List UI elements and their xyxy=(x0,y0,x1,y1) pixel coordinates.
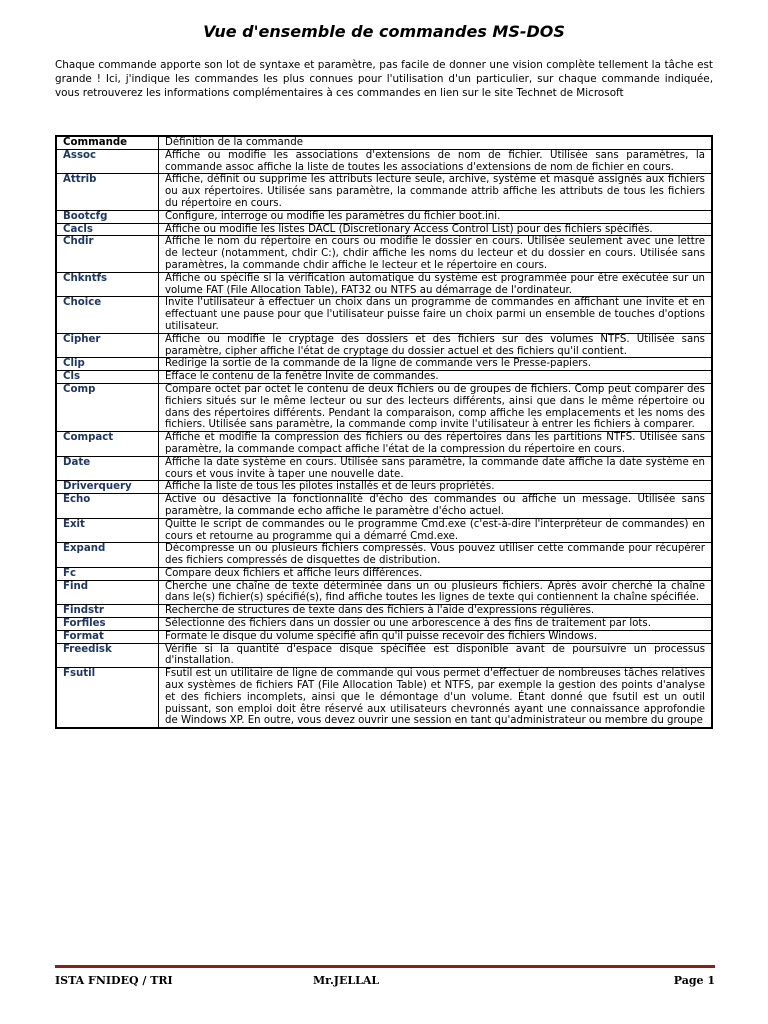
command-definition: Configure, interroge ou modifie les paramètres du fichier boot.ini. xyxy=(159,210,713,223)
table-row xyxy=(56,543,712,568)
table-header-row xyxy=(56,136,712,149)
command-name: Echo xyxy=(56,494,159,519)
command-definition: Redirige la sortie de la commande de la ligne de commande vers le Presse-papiers. xyxy=(159,358,713,371)
footer-institution: ISTA FNIDEQ / TRI xyxy=(55,974,173,987)
command-name: Chkntfs xyxy=(56,272,159,297)
command-definition: Affiche la date système en cours. Utilisée sans paramètre, la commande date affiche la date système en cours et vous invite à taper une nouvelle date. xyxy=(159,456,713,481)
table-row xyxy=(56,518,712,543)
table-row xyxy=(56,432,712,457)
command-definition: Invite l'utilisateur à effectuer un choix dans un programme de commandes en affichant une invite et en effectuant une pause pour que l'utilisateur puisse faire un choix parmi un ensemble de touches d'options utilisateur. xyxy=(159,297,713,333)
command-name: Clip xyxy=(56,358,159,371)
command-definition: Compare octet par octet le contenu de deux fichiers ou de groupes de fichiers. Comp peut comparer des fichiers situés sur le même lecteur ou sur des lecteurs différents, ainsi que dans le même répertoire ou dans des répertoires différents. Pendant la comparaison, comp affiche les emplacements et les noms des fichiers. Utilisée sans paramètre, la commande comp invite l'utilisateur à entrer les fichiers à comparer. xyxy=(159,383,713,431)
command-name: Find xyxy=(56,580,159,605)
table-row xyxy=(56,358,712,371)
command-definition: Recherche de structures de texte dans des fichiers à l'aide d'expressions régulières. xyxy=(159,605,713,618)
footer-rule xyxy=(55,965,715,968)
command-definition: Affiche la liste de tous les pilotes installés et de leurs propriétés. xyxy=(159,481,713,494)
command-definition: Affiche le nom du répertoire en cours ou modifie le dossier en cours. Utilisée seulement avec une lettre de lecteur (notamment, chdir C:), chdir affiche les noms du lecteur et du dossier en cours. Utilisée sans paramètres, la commande chdir affiche le lecteur et le répertoire en cours. xyxy=(159,236,713,272)
command-name: Chdir xyxy=(56,236,159,272)
table-row xyxy=(56,605,712,618)
command-definition: Formate le disque du volume spécifié afin qu'il puisse recevoir des fichiers Windows. xyxy=(159,630,713,643)
command-name: Cacls xyxy=(56,223,159,236)
table-row xyxy=(56,580,712,605)
command-name: Findstr xyxy=(56,605,159,618)
command-name: Attrib xyxy=(56,174,159,210)
commands-table xyxy=(55,135,713,729)
command-definition: Compare deux fichiers et affiche leurs différences. xyxy=(159,567,713,580)
command-name: Forfiles xyxy=(56,618,159,631)
command-definition: Affiche ou modifie les listes DACL (Discretionary Access Control List) pour des fichiers spécifiés. xyxy=(159,223,713,236)
command-name: Format xyxy=(56,630,159,643)
command-name: Expand xyxy=(56,543,159,568)
table-row xyxy=(56,383,712,431)
command-definition: Vérifie si la quantité d'espace disque spécifiée est disponible avant de poursuivre un processus d'installation. xyxy=(159,643,713,668)
command-name: Freedisk xyxy=(56,643,159,668)
table-row xyxy=(56,210,712,223)
command-name: Fsutil xyxy=(56,668,159,728)
command-definition: Active ou désactive la fonctionnalité d'écho des commandes ou affiche un message. Utilisée sans paramètre, la commande echo affiche le paramètre d'écho actuel. xyxy=(159,494,713,519)
table-row xyxy=(56,618,712,631)
command-name: Date xyxy=(56,456,159,481)
command-name: Exit xyxy=(56,518,159,543)
header-command: Commande xyxy=(56,136,159,149)
table-row xyxy=(56,149,712,174)
command-name: Cls xyxy=(56,371,159,384)
command-definition: Affiche et modifie la compression des fichiers ou des répertoires dans les partitions NTFS. Utilisée sans paramètre, la commande compact affiche l'état de la compression du répertoire en cours. xyxy=(159,432,713,457)
command-name: Compact xyxy=(56,432,159,457)
page-title: Vue d'ensemble de commandes MS-DOS xyxy=(203,22,565,41)
table-row xyxy=(56,236,712,272)
table-row xyxy=(56,567,712,580)
table-row xyxy=(56,333,712,358)
table-row xyxy=(56,371,712,384)
command-name: Bootcfg xyxy=(56,210,159,223)
footer-author: Mr.JELLAL xyxy=(313,974,380,987)
command-definition: Affiche ou modifie les associations d'extensions de nom de fichier. Utilisée sans paramètres, la commande assoc affiche la liste de toutes les associations d'extensions de nom de fichier en cours. xyxy=(159,149,713,174)
header-definition: Définition de la commande xyxy=(159,136,713,149)
table-row xyxy=(56,630,712,643)
table-row xyxy=(56,643,712,668)
command-definition: Quitte le script de commandes ou le programme Cmd.exe (c'est-à-dire l'interpréteur de commandes) en cours et retourne au programme qui a démarré Cmd.exe. xyxy=(159,518,713,543)
table-row xyxy=(56,668,712,728)
command-definition: Décompresse un ou plusieurs fichiers compressés. Vous pouvez utiliser cette commande pour récupérer des fichiers compressés de disquettes de distribution. xyxy=(159,543,713,568)
table-row xyxy=(56,174,712,210)
command-name: Assoc xyxy=(56,149,159,174)
table-row xyxy=(56,297,712,333)
command-definition: Affiche, définit ou supprime les attributs lecture seule, archive, système et masqué assignés aux fichiers ou aux répertoires. Utilisée sans paramètre, la commande attrib affiche les attributs de tous les fichiers du répertoire en cours. xyxy=(159,174,713,210)
table-row xyxy=(56,494,712,519)
command-definition: Fsutil est un utilitaire de ligne de commande qui vous permet d'effectuer de nombreuses tâches relatives aux systèmes de fichiers FAT (File Allocation Table) et NTFS, par exemple la gestion des points d'analyse et des fichiers incomplets, ainsi que le démontage d'un volume. Étant donné que fsutil est un outil puissant, son emploi doit être réservé aux utilisateurs chevronnés ayant une connaissance approfondie de Windows XP. En outre, vous devez ouvrir une session en tant qu'administrateur ou membre du groupe xyxy=(159,668,713,728)
table-row xyxy=(56,456,712,481)
command-name: Fc xyxy=(56,567,159,580)
command-name: Driverquery xyxy=(56,481,159,494)
command-definition: Efface le contenu de la fenêtre Invite de commandes. xyxy=(159,371,713,384)
command-name: Cipher xyxy=(56,333,159,358)
table-row xyxy=(56,272,712,297)
table-row xyxy=(56,481,712,494)
command-definition: Cherche une chaîne de texte déterminée dans un ou plusieurs fichiers. Après avoir cherché la chaîne dans le(s) fichier(s) spécifié(s), find affiche toutes les lignes de texte qui contiennent la chaîne spécifiée. xyxy=(159,580,713,605)
command-name: Choice xyxy=(56,297,159,333)
command-name: Comp xyxy=(56,383,159,431)
footer-page-number: Page 1 xyxy=(673,974,715,987)
command-definition: Affiche ou spécifie si la vérification automatique du système est programmée pour être exécutée sur un volume FAT (File Allocation Table), FAT32 ou NTFS au démarrage de l'ordinateur. xyxy=(159,272,713,297)
intro-paragraph: Chaque commande apporte son lot de syntaxe et paramètre, pas facile de donner une vision complète tellement la tâche est grande ! Ici, j'indique les commandes les plus connues pour l'utilisation d'un particulier, sur chaque commande indiquée, vous retrouverez les informations complémentaires à ces commandes en lien sur le site Technet de Microsoft xyxy=(55,59,713,99)
table-row xyxy=(56,223,712,236)
page-footer xyxy=(55,974,715,990)
command-definition: Sélectionne des fichiers dans un dossier ou une arborescence à des fins de traitement par lots. xyxy=(159,618,713,631)
command-definition: Affiche ou modifie le cryptage des dossiers et des fichiers sur des volumes NTFS. Utilisée sans paramètre, cipher affiche l'état de cryptage du dossier actuel et des fichiers qu'il contient. xyxy=(159,333,713,358)
